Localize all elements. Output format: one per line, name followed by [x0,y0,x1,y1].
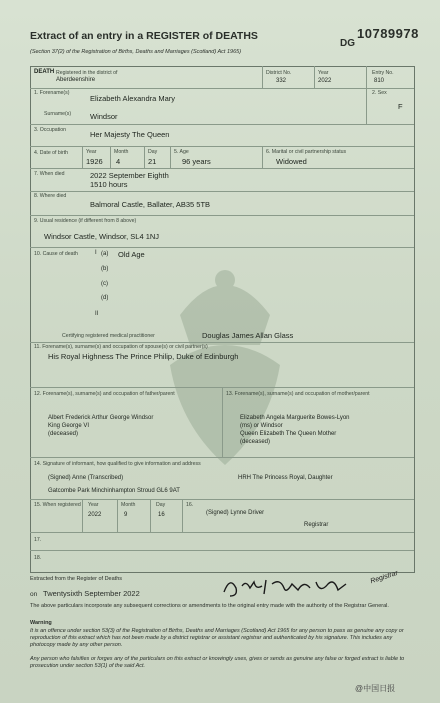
cause-c: (c) [101,281,108,287]
district-no: 332 [276,78,287,84]
informant-address: Gatcombe Park Minchinhampton Stroud GL6 9AT [48,488,180,494]
forename-label: 1. Forename(s) [34,90,70,96]
occupation: Her Majesty The Queen [90,130,170,139]
when-died-label: 7. When died [34,171,65,177]
registrar-field-label: 16. [186,502,194,508]
cause-label: 10. Cause of death [34,251,78,257]
father-line2: King George VI [48,423,90,429]
dob-day: 21 [148,157,157,166]
reg-year-label: Year [88,502,99,508]
reg-day: 16 [158,512,165,518]
mother-line1: Elizabeth Angela Marguerite Bowes-Lyon [240,415,350,421]
register-frame [30,66,415,573]
when-registered-label: 15. When registered [34,502,81,508]
serial-prefix: DG [340,38,355,49]
registered-in-label: Registered in the district of [56,70,118,76]
sex-label: 2. Sex [372,90,387,96]
reg-month: 9 [124,512,128,518]
certifying-label: Certifying registered medical practitioner [62,333,155,339]
registrar-handwritten-signature [220,574,370,600]
marital-status: Widowed [276,157,307,166]
extracted-from: Extracted from the Register of Deaths [30,576,123,582]
certificate-subtitle: (Section 37(2) of the Registration of Births, Deaths and Marriages (Scotland) Act 1965) [30,49,242,55]
reg-day-label: Day [156,502,166,508]
forenames: Elizabeth Alexandra Mary [90,94,176,103]
death-label: DEATH [34,69,55,75]
cause-ii: II [95,311,99,317]
dob-year: 1926 [86,157,103,166]
dob-year-label: Year [86,149,97,155]
registrar-stamp-label: Registrar [369,569,399,586]
mother-line4: (deceased) [240,439,271,445]
certifying-name: Douglas James Allan Glass [202,331,294,340]
corrections-note: The above particulars incorporate any subsequent corrections or amendments to the original entry made with the authority of the Registrar General. [30,603,389,609]
occupation-label: 3. Occupation [34,127,67,133]
dob-month-label: Month [114,149,129,155]
warning-text-2: Any person who falsifies or forges any of the particulars on this extract or knowingly uses, gives or sends as genuine any false or forged extract is liable to prosecution under section 53(1) of the said Act. [30,656,405,669]
marital-label: 6. Marital or civil partnership status [266,149,347,155]
surname-label: Surname(s) [44,111,72,117]
source-watermark-caption: @中国日报 [355,684,396,693]
year-value: 2022 [318,78,332,84]
surname: Windsor [90,112,118,121]
father-label: 12. Forename(s), surname(s) and occupation of father/parent [34,391,175,397]
informant-signature: (Signed) Anne (Transcribed) [48,475,124,481]
where-died-label: 8. Where died [34,193,67,199]
when-died-time: 1510 hours [90,180,128,189]
entry-no-label: Entry No. [372,70,394,76]
mother-line3: Queen Elizabeth The Queen Mother [240,431,337,437]
district-no-label: District No. [266,70,292,76]
where-died: Balmoral Castle, Ballater, AB35 5TB [90,200,211,209]
mother-line2: (ms) or Windsor [240,423,283,429]
cause-b: (b) [101,266,109,272]
year-label: Year [318,70,329,76]
age: 96 years [182,157,211,166]
dob-label: 4. Date of birth [34,150,69,156]
field-18-label: 18. [34,555,42,561]
registrar-label: Registrar [304,522,329,528]
cause-a-value: Old Age [118,250,145,259]
dob-month: 4 [116,157,121,166]
certificate-title: Extract of an entry in a REGISTER of DEATHS [30,30,258,42]
usual-residence-label: 9. Usual residence (if different from 8 above) [34,218,137,224]
sex: F [398,102,403,111]
district-name: Aberdeenshire [56,77,96,83]
mother-label: 13. Forename(s), surname(s) and occupation of mother/parent [226,391,370,397]
when-died-date: 2022 September Eighth [90,171,169,180]
usual-residence: Windsor Castle, Windsor, SL4 1NJ [44,232,160,241]
warning-title: Warning [30,620,52,626]
age-label: 5. Age [174,149,189,155]
father-line3: (deceased) [48,431,79,437]
cause-a: (a) [101,251,109,257]
informant-qualification: HRH The Princess Royal, Daughter [238,475,333,481]
informant-label: 14. Signature of informant, how qualified to give information and address [34,461,201,467]
spouse: His Royal Highness The Prince Philip, Duke of Edinburgh [48,352,239,361]
reg-year: 2022 [88,512,102,518]
dob-day-label: Day [148,149,158,155]
entry-no: 810 [374,78,385,84]
reg-month-label: Month [121,502,136,508]
field-17-label: 17. [34,537,42,543]
father-line1: Albert Frederick Arthur George Windsor [48,415,154,421]
registrar-signature: (Signed) Lynne Driver [206,510,265,516]
serial-number: 10789978 [357,26,419,41]
cause-i: I [95,250,97,256]
spouse-label: 11. Forename(s), surname(s) and occupation of spouse(s) or civil partner(s) [34,344,208,350]
on-label: on [30,591,38,598]
cause-d: (d) [101,295,109,301]
warning-text-1: It is an offence under section 53(3) of the Registration of Births, Deaths and Marriages (Scotland) Act 1965 for any person to pass as genuine any copy or reproduction of this extract which has not been made by a district registrar or assistant registrar and authenticated by his signature. This includes any photocopy made by any other person. [30,628,404,648]
extract-date: Twentysixth September 2022 [43,589,140,598]
